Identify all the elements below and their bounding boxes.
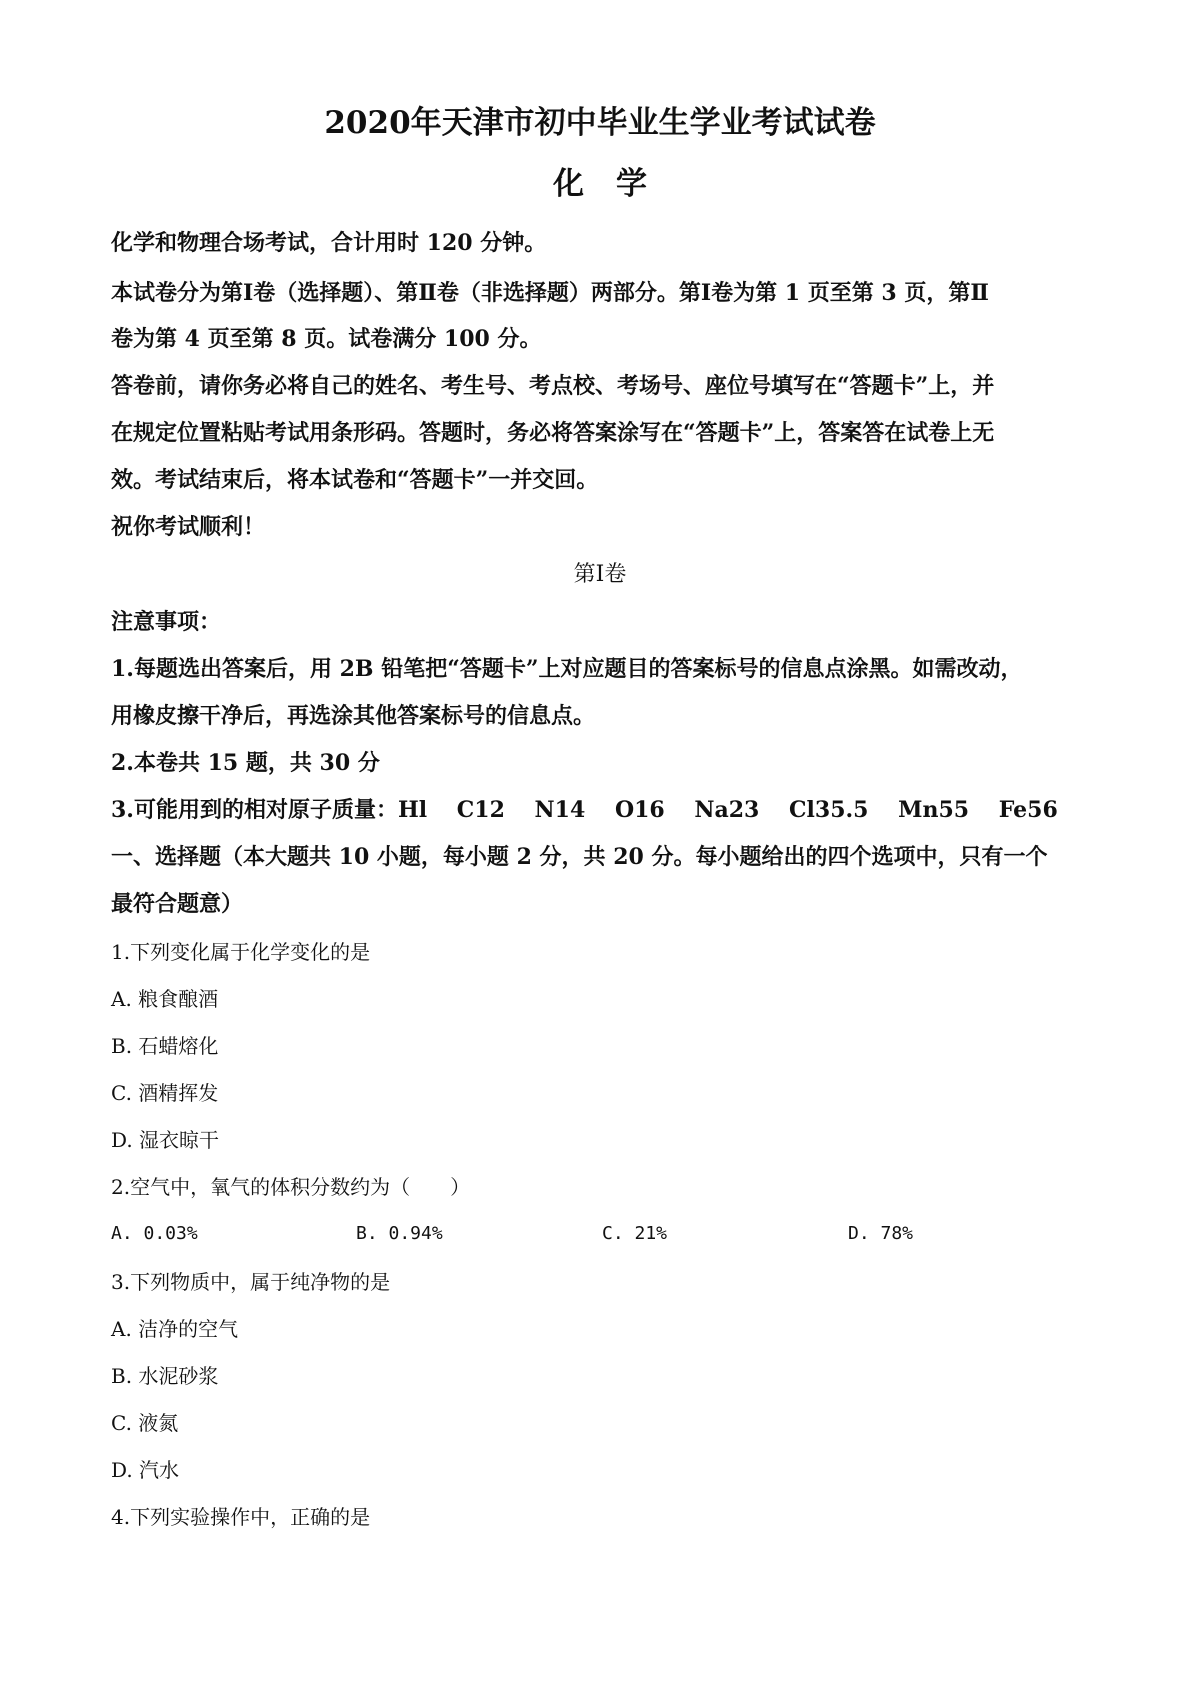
q2-option-d: D. 78% bbox=[848, 1223, 914, 1244]
q4-stem: 4.下列实验操作中，正确的是 bbox=[111, 1505, 371, 1529]
part1-heading-a: 一、选择题（本大题共 10 小题，每小题 2 分，共 20 分。每小题给出的四个选项中，只有一个 bbox=[111, 844, 1048, 870]
part1-heading-b: 最符合题意） bbox=[111, 891, 244, 917]
q2-stem: 2.空气中，氧气的体积分数约为（ ） bbox=[111, 1175, 471, 1199]
intro-line-1: 化学和物理合场考试，合计用时 120 分钟。 bbox=[111, 230, 547, 256]
note-2: 2.本卷共 15 题，共 30 分 bbox=[111, 750, 380, 776]
q2-option-b: B. 0.94% bbox=[356, 1223, 443, 1244]
q3-option-b: B. 水泥砂浆 bbox=[111, 1364, 219, 1388]
q2-option-a: A. 0.03% bbox=[111, 1223, 198, 1244]
notes-heading: 注意事项： bbox=[111, 609, 222, 635]
q2-option-c: C. 21% bbox=[602, 1223, 668, 1244]
q1-option-c: C. 酒精挥发 bbox=[111, 1081, 219, 1105]
q1-option-b: B. 石蜡熔化 bbox=[111, 1034, 219, 1058]
note-1b: 用橡皮擦干净后，再选涂其他答案标号的信息点。 bbox=[111, 703, 596, 729]
intro-line-3b: 在规定位置粘贴考试用条形码。答题时，务必将答案涂写在“答题卡”上，答案答在试卷上无 bbox=[111, 420, 995, 446]
exam-title: 2020年天津市初中毕业生学业考试试卷 bbox=[324, 105, 876, 141]
intro-line-3c: 效。考试结束后，将本试卷和“答题卡”一并交回。 bbox=[111, 467, 599, 493]
intro-line-4: 祝你考试顺利！ bbox=[111, 514, 266, 540]
q2-options bbox=[111, 1219, 1111, 1249]
q1-stem: 1.下列变化属于化学变化的是 bbox=[111, 940, 371, 964]
q3-option-c: C. 液氮 bbox=[111, 1411, 179, 1435]
note-3: 3.可能用到的相对原子质量：Hl C12 N14 O16 Na23 Cl35.5 Mn55 Fe56 bbox=[111, 797, 1058, 823]
q3-option-d: D. 汽水 bbox=[111, 1458, 180, 1482]
intro-line-2b: 卷为第 4 页至第 8 页。试卷满分 100 分。 bbox=[111, 326, 542, 352]
q3-stem: 3.下列物质中，属于纯净物的是 bbox=[111, 1270, 391, 1294]
q3-option-a: A. 洁净的空气 bbox=[111, 1317, 239, 1341]
q1-option-a: A. 粮食酿酒 bbox=[111, 987, 219, 1011]
note-1a: 1.每题选出答案后，用 2B 铅笔把“答题卡”上对应题目的答案标号的信息点涂黑。如需改动， bbox=[111, 656, 1023, 682]
intro-line-3a: 答卷前，请你务必将自己的姓名、考生号、考点校、考场号、座位号填写在“答题卡”上，并 bbox=[111, 373, 995, 399]
q1-option-d: D. 湿衣晾干 bbox=[111, 1128, 220, 1152]
section-heading: 第Ⅰ卷 bbox=[573, 562, 627, 587]
intro-line-2a: 本试卷分为第Ⅰ卷（选择题）、第Ⅱ卷（非选择题）两部分。第Ⅰ卷为第 1 页至第 3 页，第Ⅱ bbox=[111, 280, 989, 306]
subject-title: 化学 bbox=[553, 166, 679, 202]
